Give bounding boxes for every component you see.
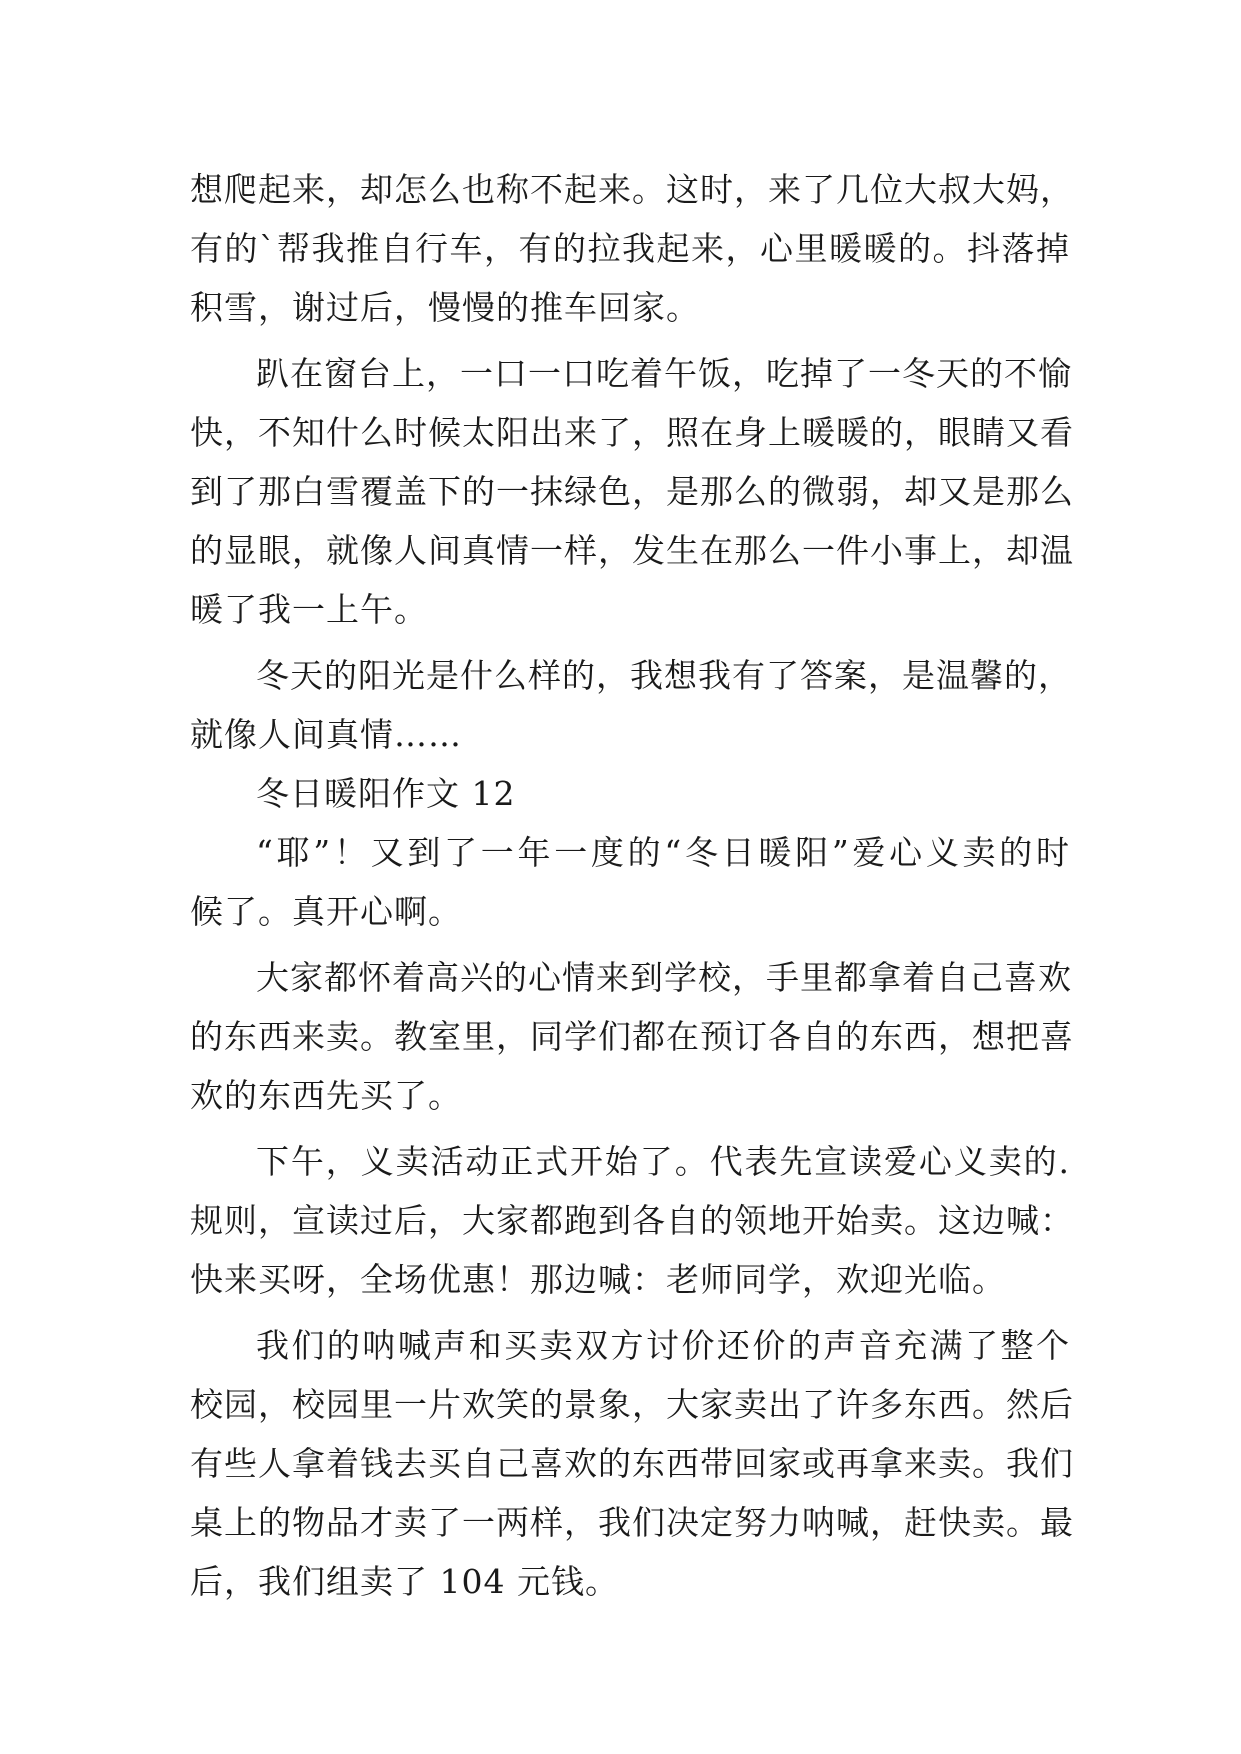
- paragraph: [190, 1132, 1074, 1309]
- text-line: 桌上的物品才卖了一两样，我们决定努力呐喊，赶快卖。最: [190, 1503, 1074, 1542]
- paragraph: [190, 823, 1070, 941]
- text-line: 下午，义卖活动正式开始了。代表先宣读爱心义卖的.: [256, 1142, 1070, 1181]
- text-line: 后，我们组卖了 104 元钱。: [190, 1562, 619, 1601]
- text-line: 趴在窗台上，一口一口吃着午饭，吃掉了一冬天的不愉: [256, 354, 1072, 393]
- text-line: 规则，宣读过后，大家都跑到各自的领地开始卖。这边喊：: [190, 1201, 1074, 1240]
- text-line: 的东西来卖。教室里，同学们都在预订各自的东西，想把喜: [190, 1017, 1074, 1056]
- text-line: 有的`帮我推自行车，有的拉我起来，心里暖暖的。抖落掉: [190, 229, 1070, 268]
- text-line: “耶”！又到了一年一度的“冬日暖阳”爱心义卖的时: [256, 833, 1070, 872]
- paragraph: [190, 948, 1074, 1125]
- text-line: 暖了我一上午。: [190, 590, 428, 629]
- text-line: 欢的东西先买了。: [190, 1076, 462, 1115]
- text-line: 的显眼，就像人间真情一样，发生在那么一件小事上，却温: [190, 531, 1074, 570]
- text-line: 我们的呐喊声和买卖双方讨价还价的声音充满了整个: [256, 1326, 1070, 1365]
- text-line: 冬天的阳光是什么样的，我想我有了答案，是温馨的，: [256, 656, 1072, 695]
- text-line: 有些人拿着钱去买自己喜欢的东西带回家或再拿来卖。我们: [190, 1444, 1074, 1483]
- paragraph: [190, 646, 1070, 764]
- text-line: 大家都怀着高兴的心情来到学校，手里都拿着自己喜欢: [256, 958, 1072, 997]
- text-line: 想爬起来，却怎么也称不起来。这时，来了几位大叔大妈，: [190, 170, 1074, 209]
- text-line: 积雪，谢过后，慢慢的推车回家。: [190, 288, 700, 327]
- text-line: 校园，校园里一片欢笑的景象，大家卖出了许多东西。然后: [190, 1385, 1074, 1424]
- text-line: 到了那白雪覆盖下的一抹绿色，是那么的微弱，却又是那么: [190, 472, 1074, 511]
- text-line: 快，不知什么时候太阳出来了，照在身上暖暖的，眼睛又看: [190, 413, 1074, 452]
- text-line: 就像人间真情……: [190, 715, 462, 754]
- paragraph: [190, 1316, 1074, 1611]
- text-line: 候了。真开心啊。: [190, 892, 462, 931]
- paragraph: [190, 160, 1074, 337]
- text-line: 快来买呀，全场优惠！那边喊：老师同学，欢迎光临。: [190, 1260, 1006, 1299]
- document-body: [190, 160, 1074, 1611]
- paragraph: [190, 344, 1074, 639]
- section-heading: 冬日暖阳作文 12: [256, 774, 516, 813]
